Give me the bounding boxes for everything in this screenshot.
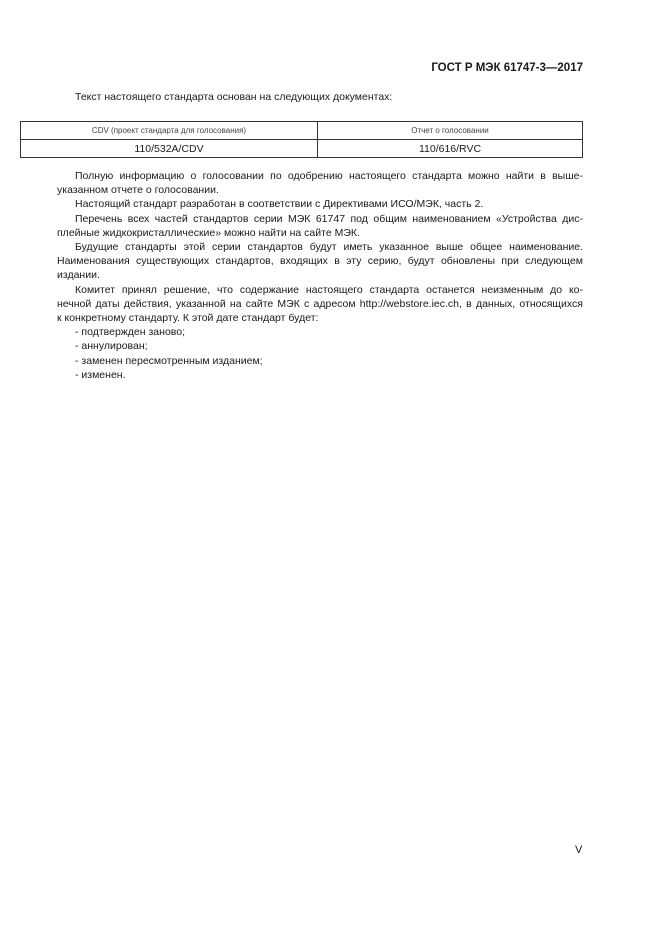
- text-line: издании.: [57, 269, 100, 282]
- table-row: [21, 140, 583, 158]
- list-item: - заменен пересмотренным изданием;: [75, 354, 263, 367]
- table-cell: 110/532A/CDV: [21, 140, 318, 158]
- body-text: [57, 169, 583, 382]
- table-header-row: [21, 122, 583, 140]
- documents-table: [20, 121, 583, 158]
- table-header-cell: Отчет о голосовании: [318, 122, 583, 140]
- list-item: - изменен.: [75, 368, 126, 381]
- standard-header: ГОСТ Р МЭК 61747-3—2017: [431, 62, 583, 74]
- table-header-cell: CDV (проект стандарта для голосования): [21, 122, 318, 140]
- text-line: Перечень всех частей стандартов серии МЭК 61747 под общим наименованием «Устройства дис-: [75, 212, 583, 225]
- text-line: Полную информацию о голосовании по одобрению настоящего стандарта можно найти в выше-: [75, 170, 583, 182]
- text-line: Комитет принял решение, что содержание настоящего стандарта останется неизменным до ко-: [75, 283, 583, 296]
- text-line: указанном отчете о голосовании.: [57, 184, 219, 197]
- text-line: Наименования существующих стандартов, входящих в эту серию, будут обновлены при следующем: [57, 255, 583, 268]
- page-number: V: [575, 844, 583, 856]
- text-line: плейные жидкокристаллические» можно найти на сайте МЭК.: [57, 226, 360, 239]
- text-line: нечной даты действия, указанной на сайте МЭК с адресом http://webstore.iec.ch, в данных, относящихся: [57, 297, 583, 310]
- text-line: к конкретному стандарту. К этой дате стандарт будет:: [57, 312, 319, 325]
- table-cell: 110/616/RVC: [318, 140, 583, 158]
- list-item: - аннулирован;: [75, 340, 148, 353]
- list-item: - подтвержден заново;: [75, 326, 185, 339]
- intro-text: Текст настоящего стандарта основан на следующих документах:: [75, 91, 393, 103]
- text-line: Будущие стандарты этой серии стандартов будут иметь указанное выше общее наименование.: [75, 241, 583, 254]
- text-line: Настоящий стандарт разработан в соответствии с Директивами ИСО/МЭК, часть 2.: [75, 198, 484, 211]
